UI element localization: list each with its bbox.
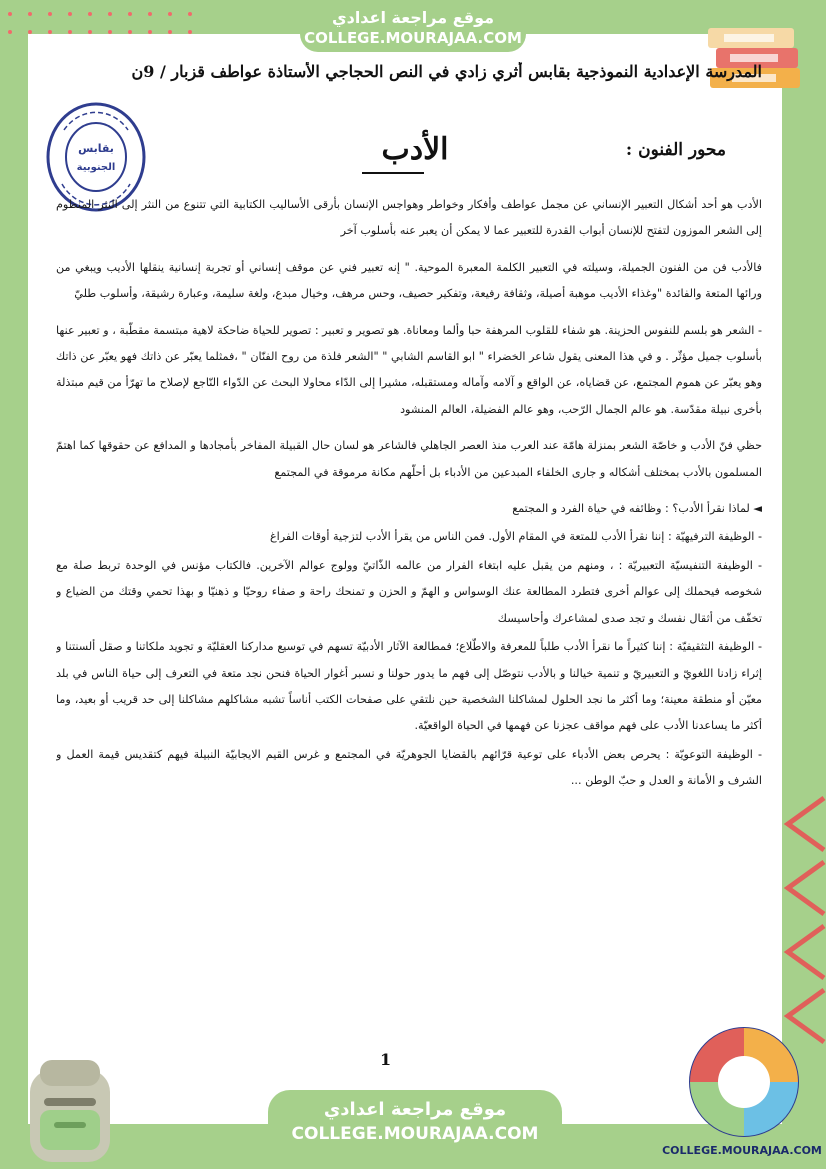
site-banner-top[interactable] [300, 0, 526, 52]
stamp-line2: الجنوبية [76, 162, 116, 173]
site-domain-bottom: COLLEGE.MOURAJAA.COM [291, 1124, 539, 1144]
site-name-ar-bottom: موقع مراجعة اعدادي [323, 1099, 507, 1120]
paragraph-poetry: - الشعر هو بلسم للنفوس الحزينة. هو شفاء للقلوب المرهفة حبا وألما ومعاناة. هو تصوير و تعبير : تصوير للحياة ضاحكة لاهية مبتسمة مقطّبة ، و تعبير عنها بأسلوب جميل مؤثّر . و في هذا المعنى يقول شاعر الخضراء " ابو القاسم الشابي " "الشعر فلذة من روح الفنّان " ،فمثلما يعبّر عن ذاتك فهو يعبّر عن ذاتك وهو يعبّر عن هموم المجتمع، عن قضاياه، عن الواقع و آلامه وآماله ومستقبله، مشيرا إلى الدّاء محاولا البحث عن الدّواء النّاجع لإصلاح ما تهرّأ من قيم مبتذلة بأخرى نبيلة مقدّسة. هو عالم الجمال الرّحب، وهو عالم الفضيلة، العالم المنشود [56, 323, 762, 416]
paragraph-expressive: - الوظيفة التنفيسيّة التعبيريّة : ، ومنهم من يقبل عليه ابتغاء الفرار من عالمه الذّاتيّ وولوج عوالم الآخرين. فالكتاب مؤنس في الوحدة تربط صلة مع شخوصه فيحملك إلى عوالم أخرى فتطرد المطالعة عنك الوسواس و الهمّ و الحزن و تمنحك راحة و صفاء روحيّا و ذهنيّا و بهذا تحمي وقتك من الضياع و تخفّف من أثقال نفسك و تجد صدى لمشاعرك وأحاسيسك [56, 558, 762, 625]
stamp-line1: بقابس [78, 142, 114, 155]
section-heading-functions: ◄ لماذا نقرأ الأدب؟ : وظائفه في حياة الفرد و المجتمع [512, 502, 762, 516]
paragraph-entertainment: - الوظيفة الترفيهيّة : إننا نقرأ الأدب للمتعة في المقام الأول. فمن الناس من يقرأ الأدب لتزجية أوقات الفراغ [269, 530, 762, 544]
paragraph-history: حظي فنّ الأدب و خاصّة الشعر بمنزلة هامّة عند العرب منذ العصر الجاهلي فالشاعر هو لسان حال القبيلة المفاخر بأمجادها و المدافع عن حقوقها كما اهتمّ المسلمون بالأدب بمختلف أشكاله و جارى الخلفاء المبدعين من الأدباء بل أحلّهم مكانة مرموقة في المجتمع [56, 439, 762, 479]
site-domain-footer-label[interactable]: COLLEGE.MOURAJAA.COM [662, 1144, 822, 1157]
paragraph-awareness: - الوظيفة التوعويّة : يحرص بعض الأدباء على توعية قرّائهم بالقضايا الجوهريّة في المجتمع و غرس القيم الايجابيّة النبيلة فيهم كتقديس قيمة العمل و الشرف و الأمانة و العدل و حبّ الوطن ... [56, 747, 762, 788]
title-underline [362, 172, 424, 174]
page-title: الأدب [381, 132, 449, 167]
site-domain: COLLEGE.MOURAJAA.COM [304, 29, 522, 47]
backpack-icon [10, 1050, 130, 1165]
site-name-ar: موقع مراجعة اعدادي [331, 8, 495, 27]
page-number: 1 [380, 1050, 392, 1069]
document-body [56, 192, 762, 1062]
decorative-dots [0, 0, 220, 60]
document-header: المدرسة الإعدادية النموذجية بقابس أثري زادي في النص الحجاجي الأستاذة عواطف قزبار / 9ن [131, 62, 762, 81]
site-banner-bottom[interactable] [268, 1090, 562, 1169]
paragraph-art: فالأدب فن من الفنون الجميلة، وسيلته في التعبير الكلمة المعبرة الموحية. " إنه تعبير فني عن موقف إنساني أو تجربة إنسانية ينقلها الأديب ويبغي من ورائها المتعة والفائدة "وغذاء الأديب موهبة أصيلة، وثقافة رفيعة، وتفكير حصيف، وحس مرهف، وخيال مبدع، ولغة سليمة، وعبارة رشيقة، وأسلوب طليّ [56, 260, 762, 301]
axis-label: محور الفنون : [625, 140, 726, 160]
paragraph-educational: - الوظيفة التثقيفيّة : إننا كثيراً ما نقرأ الأدب طلباً للمعرفة والاطّلاع؛ فمطالعة الآثار الأدبيّة تسهم في توسيع مداركنا العقليّة و تجويد ملكاتنا و صقل ألسنتنا و إثراء زادنا اللغويّ و التعبيريّ و تنمية خيالنا و بالأدب نتوصّل إلى فهم ما يدور حولنا و نسبر أغوار الحياة فنحن نجد متعة في التعرف إلى حياة الناس في بلد معيّن أو منطقة معينة؛ وما أكثر ما نجد الحلول لمشاكلنا الشخصية حين نلتقي على صفحات الكتب أناساً تشبه مشاكلهم مشاكلنا إلى حد قريب أو بعيد، وما أكثر ما يساعدنا الأدب على فهم مواقف عجزنا عن فهمها في الحياة الواقعيّة. [56, 640, 762, 733]
paragraph-definition: الأدب هو أحد أشكال التعبير الإنساني عن مجمل عواطف وأفكار وخواطر وهواجس الإنسان بأرقى الأساليب الكتابية التي تتنوع من النثر إلى النثر المنظوم إلى الشعر الموزون لتفتح للإنسان أبواب القدرة للتعبير عما لا يمكن أن يعبر عنه بأسلوب آخر [56, 198, 762, 238]
education-bubble-icon [680, 1022, 810, 1142]
